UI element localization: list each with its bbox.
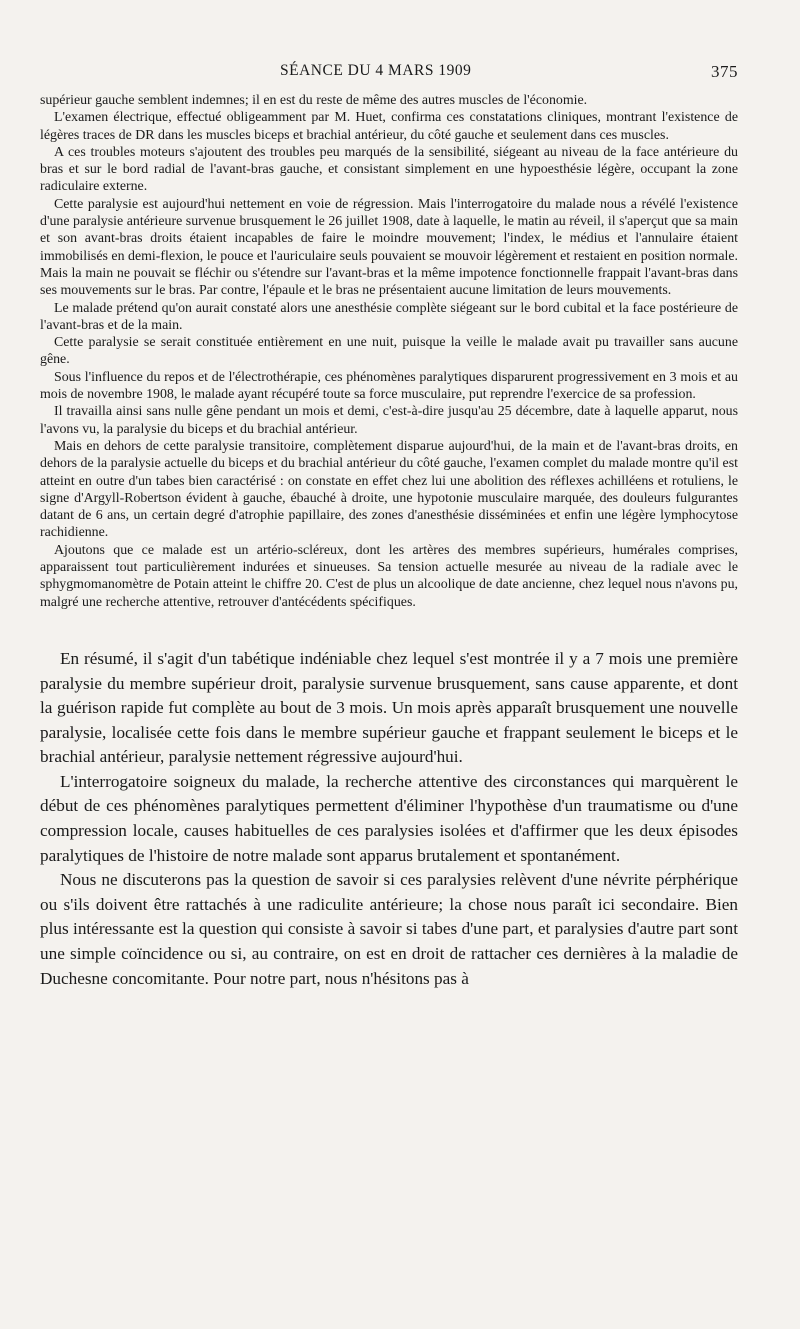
paragraph: A ces troubles moteurs s'ajoutent des troubles peu marqués de la sensibilité, siégeant au niveau de la face antérieure du bras et sur le bord radial de l'avant-bras gauche, et consistant simplement en une hypoesthésie légère, occupant la zone radiculaire externe.	[40, 144, 738, 195]
paragraph: supérieur gauche semblent indemnes; il en est du reste de même des autres muscles de l'économie.	[40, 93, 588, 108]
paragraph: Il travailla ainsi sans nulle gêne pendant un mois et demi, c'est-à-dire jusqu'au 25 décembre, date à laquelle apparut, nous l'avons vu, la paralysie du biceps et du brachial antérieur.	[40, 404, 738, 437]
paragraph: En résumé, il s'agit d'un tabétique indéniable chez lequel s'est montrée il y a 7 mois une première paralysie du membre supérieur droit, paralysie survenue brusquement, sans cause apparente, et dont la guérison rapide fut complète au bout de 3 mois. Un mois après apparaît brusquement une nouvelle paralysie, localisée cette fois dans le membre supérieur gauche et frappant seulement le biceps et le brachial antérieur, paralysie nettement régressive aujourd'hui.	[40, 648, 738, 767]
paragraph: Sous l'influence du repos et de l'électrothérapie, ces phénomènes paralytiques disparurent progressivement en 3 mois et au mois de novembre 1908, le malade ayant récupéré toute sa force musculaire, put reprendre l'exercice de sa profession.	[40, 369, 738, 403]
small-print-section	[40, 92, 738, 611]
paragraph: Ajoutons que ce malade est un artério-scléreux, dont les artères des membres supérieurs, humérales comprises, apparaissent tout particulièrement indurées et sinueuses. Sa tension actuelle mesurée au niveau de la radiale avec le sphygmomanomètre de Potain atteint le chiffre 20. C'est de plus un alcoolique de date ancienne, chez lequel nous n'avons pu, malgré une recherche attentive, retrouver d'antécédents spécifiques.	[40, 542, 738, 610]
paragraph: Nous ne discuterons pas la question de savoir si ces paralysies relèvent d'une névrite pérphérique ou s'ils doivent être rattachés à une radiculite antérieure; la chose nous paraît ici secondaire. Bien plus intéressante est la question qui consiste à savoir si tabes d'une part, et paralysies d'autre part sont une simple coïncidence ou si, au contraire, on est en droit de rattacher ces dernières à la maladie de Duchesne concomitante. Pour notre part, nous n'hésitons pas à	[40, 870, 738, 988]
running-title: SÉANCE DU 4 MARS 1909	[280, 62, 472, 79]
page-header	[40, 62, 738, 92]
paragraph: Le malade prétend qu'on aurait constaté alors une anesthésie complète siégeant sur le bord cubital et la face postérieure de l'avant-bras et de la main.	[40, 300, 738, 333]
paragraph: Cette paralysie est aujourd'hui nettement en voie de régression. Mais l'interrogatoire du malade nous a révélé l'existence d'une paralysie antérieure survenue brusquement le 26 juillet 1908, date à laquelle, le matin au réveil, il s'aperçut que sa main et son avant-bras droits étaient incapables de faire le moindre mouvement; l'index, le médius et l'annulaire étaient immobilisés en demi-flexion, le pouce et l'auriculaire seuls pouvaient se mouvoir légèrement et restaient en position normale. Mais la main ne pouvait se fléchir ou s'étendre sur l'avant-bras et la même impotence fonctionnelle frappait l'avant-bras dans ses mouvements sur le bras. Par contre, l'épaule et le bras ne présentaient aucune limitation de leurs mouvements.	[40, 196, 738, 299]
paragraph: Cette paralysie se serait constituée entièrement en une nuit, puisque la veille le malade avait pu travailler sans aucune gêne.	[40, 335, 738, 368]
paragraph: L'interrogatoire soigneux du malade, la recherche attentive des circonstances qui marquèrent le début de ces phénomènes paralytiques permettent d'éliminer l'hypothèse d'un traumatisme ou d'une compression locale, causes habituelles de ces paralysies isolées et d'affirmer que les deux épisodes paralytiques de l'histoire de notre malade sont apparus brutalement et spontanément.	[40, 771, 738, 865]
page-number: 375	[711, 62, 738, 81]
main-text-section	[40, 647, 738, 991]
paragraph: Mais en dehors de cette paralysie transitoire, complètement disparue aujourd'hui, de la main et de l'avant-bras droits, en dehors de la paralysie actuelle du biceps et du brachial antérieur du côté gauche, l'examen complet du malade montre qu'il est atteint en outre d'un tabes bien caractérisé : on constate en effet chez lui une abolition des réflexes achilléens et rotuliens, le signe d'Argyll-Robertson évident à gauche, ébauché à droite, une hypotonie musculaire marquée, des douleurs fulgurantes datant de 6 ans, un certain degré d'atrophie papillaire, des zones d'anesthésie disséminées et enfin une légère lymphocytose rachidienne.	[40, 438, 738, 541]
paragraph: L'examen électrique, effectué obligeamment par M. Huet, confirma ces constatations cliniques, montrant l'existence de légères traces de DR dans les muscles biceps et brachial antérieur, du côté gauche et seulement dans ces muscles.	[40, 110, 738, 143]
